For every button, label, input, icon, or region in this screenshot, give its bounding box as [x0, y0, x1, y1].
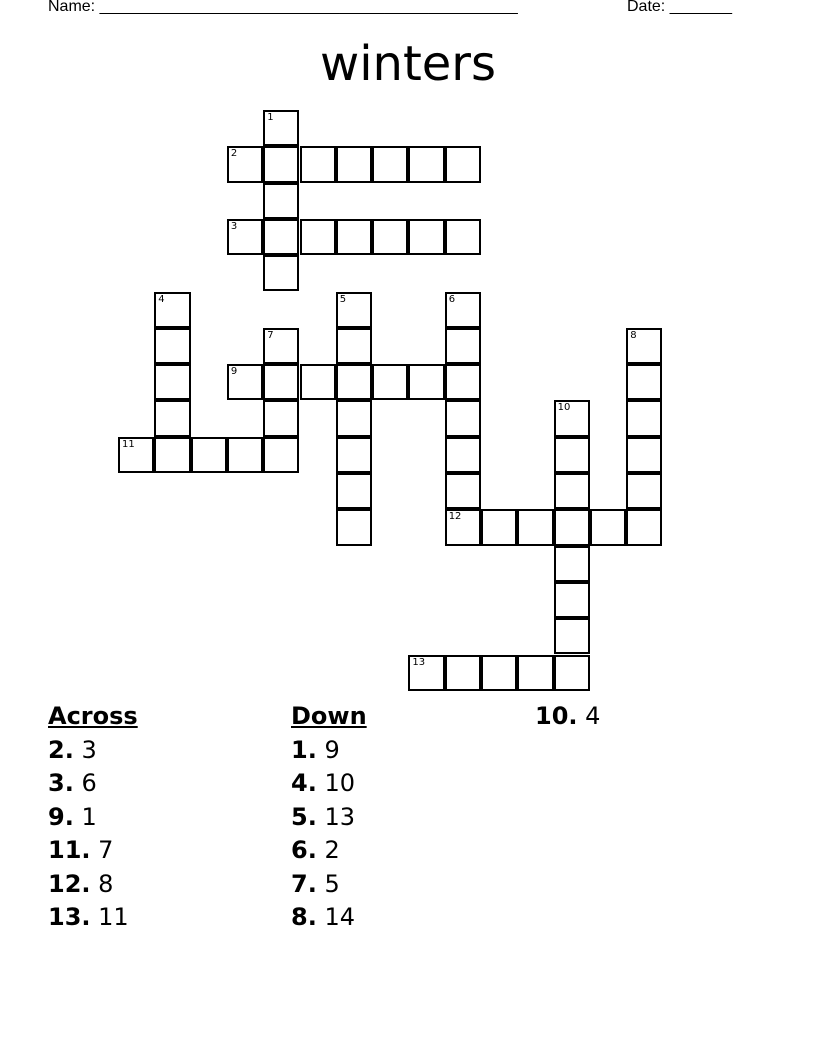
grid-cell[interactable]	[300, 364, 336, 400]
down-heading: Down	[291, 702, 367, 730]
clue-item	[291, 901, 367, 935]
grid-cell[interactable]	[554, 655, 590, 691]
grid-cell[interactable]	[517, 509, 553, 545]
cell-number: 11	[122, 438, 135, 450]
clue-text: 9	[324, 735, 340, 764]
grid-cell[interactable]	[300, 146, 336, 182]
clue-text: 2	[324, 836, 340, 864]
grid-cell[interactable]	[445, 292, 481, 328]
grid-cell[interactable]	[263, 146, 299, 182]
date-line: Date: _______	[627, 0, 732, 15]
across-clues	[48, 700, 138, 935]
clue-item	[291, 834, 367, 868]
grid-cell[interactable]	[408, 364, 444, 400]
clue-text: 11	[98, 903, 129, 931]
grid-cell[interactable]	[336, 146, 372, 182]
clue-text: 4	[585, 702, 601, 730]
grid-cell[interactable]	[372, 146, 408, 182]
clue-item	[48, 801, 138, 835]
grid-cell[interactable]	[154, 437, 190, 473]
cell-number: 12	[448, 511, 462, 523]
clue-number: 8.	[291, 903, 317, 931]
clue-item	[291, 801, 367, 835]
clue-item	[48, 901, 138, 935]
grid-cell[interactable]	[227, 146, 263, 182]
grid-cell[interactable]	[554, 473, 590, 509]
grid-cell[interactable]	[408, 219, 444, 255]
grid-cell[interactable]	[336, 400, 372, 436]
clue-text: 10	[324, 769, 356, 797]
clue-number: 10.	[535, 702, 578, 730]
grid-cell[interactable]	[372, 219, 408, 255]
cell-number: 2	[230, 148, 238, 160]
clue-number: 5.	[291, 802, 317, 831]
clue-number: 13.	[48, 903, 91, 931]
clue-number: 7.	[291, 869, 317, 898]
grid-cell[interactable]	[263, 400, 299, 436]
clue-text: 8	[98, 869, 114, 898]
grid-cell[interactable]	[408, 146, 444, 182]
grid-cell[interactable]	[263, 437, 299, 473]
clue-number: 6.	[291, 836, 317, 864]
clue-text: 13	[324, 802, 356, 831]
grid-cell[interactable]	[626, 509, 662, 545]
down-clues-continued	[535, 700, 600, 734]
clue-item	[535, 700, 600, 734]
grid-cell[interactable]	[191, 437, 227, 473]
clue-number: 4.	[291, 769, 317, 797]
grid-cell[interactable]	[554, 546, 590, 582]
grid-cell[interactable]	[626, 400, 662, 436]
cell-number: 7	[267, 329, 274, 341]
grid-cell[interactable]	[336, 437, 372, 473]
grid-cell[interactable]	[445, 219, 481, 255]
grid-cell[interactable]	[626, 328, 662, 364]
down-clues	[291, 700, 367, 935]
grid-cell[interactable]	[336, 328, 372, 364]
clue-text: 1	[81, 802, 97, 831]
puzzle-title: winters	[319, 36, 497, 92]
grid-cell[interactable]	[554, 400, 590, 436]
grid-cell[interactable]	[626, 437, 662, 473]
across-heading: Across	[48, 702, 138, 730]
grid-cell[interactable]	[263, 364, 299, 400]
grid-cell[interactable]	[408, 655, 444, 691]
grid-cell[interactable]	[263, 328, 299, 364]
grid-cell[interactable]	[445, 655, 481, 691]
clue-text: 7	[98, 836, 114, 864]
cell-number: 6	[448, 293, 456, 305]
grid-cell[interactable]	[445, 400, 481, 436]
grid-cell[interactable]	[227, 364, 263, 400]
grid-cell[interactable]	[554, 618, 590, 654]
grid-cell[interactable]	[626, 364, 662, 400]
clue-text: 14	[324, 903, 356, 931]
grid-cell[interactable]	[445, 509, 481, 545]
grid-cell[interactable]	[445, 437, 481, 473]
clue-number: 11.	[48, 836, 91, 864]
clue-item	[291, 767, 367, 801]
grid-cell[interactable]	[517, 655, 553, 691]
clue-text: 6	[81, 769, 97, 797]
grid-cell[interactable]	[263, 110, 299, 146]
cell-number: 3	[230, 220, 238, 232]
grid-cell[interactable]	[626, 473, 662, 509]
grid-cell[interactable]	[445, 146, 481, 182]
cell-number: 13	[412, 656, 426, 668]
grid-cell[interactable]	[554, 437, 590, 473]
clue-item	[291, 868, 367, 902]
clue-number: 12.	[48, 869, 91, 898]
grid-cell[interactable]	[263, 219, 299, 255]
cell-number: 5	[339, 293, 347, 305]
cell-number: 4	[158, 293, 165, 305]
grid-cell[interactable]	[336, 473, 372, 509]
grid-cell[interactable]	[118, 437, 154, 473]
grid-cell[interactable]	[300, 219, 336, 255]
grid-cell[interactable]	[445, 328, 481, 364]
cell-number: 1	[267, 112, 274, 123]
grid-cell[interactable]	[481, 509, 517, 545]
grid-cell[interactable]	[154, 292, 190, 328]
grid-cell[interactable]	[263, 255, 299, 291]
clue-text: 3	[81, 735, 97, 764]
grid-cell[interactable]	[336, 509, 372, 545]
cell-number: 9	[230, 366, 238, 378]
grid-cell[interactable]	[336, 292, 372, 328]
clue-item	[48, 734, 138, 768]
clue-text: 5	[324, 869, 340, 898]
grid-cell[interactable]	[227, 219, 263, 255]
grid-cell[interactable]	[336, 219, 372, 255]
grid-cell[interactable]	[445, 473, 481, 509]
grid-cell[interactable]	[372, 364, 408, 400]
grid-cell[interactable]	[445, 364, 481, 400]
grid-cell[interactable]	[263, 183, 299, 219]
clue-number: 9.	[48, 802, 74, 831]
cell-number: 8	[630, 329, 637, 341]
grid-cell[interactable]	[154, 400, 190, 436]
clue-item	[48, 834, 138, 868]
grid-cell[interactable]	[554, 509, 590, 545]
grid-cell[interactable]	[227, 437, 263, 473]
cell-number: 10	[557, 402, 571, 414]
grid-cell[interactable]	[481, 655, 517, 691]
grid-cell[interactable]	[554, 582, 590, 618]
grid-cell[interactable]	[336, 364, 372, 400]
clue-number: 2.	[48, 735, 74, 764]
name-line: Name: _______________________________________________	[48, 0, 518, 15]
grid-cell[interactable]	[154, 328, 190, 364]
clue-item	[291, 734, 367, 768]
clue-number: 3.	[48, 769, 74, 797]
clue-number: 1.	[291, 735, 317, 764]
clue-item	[48, 868, 138, 902]
grid-cell[interactable]	[154, 364, 190, 400]
clue-item	[48, 767, 138, 801]
grid-cell[interactable]	[590, 509, 626, 545]
